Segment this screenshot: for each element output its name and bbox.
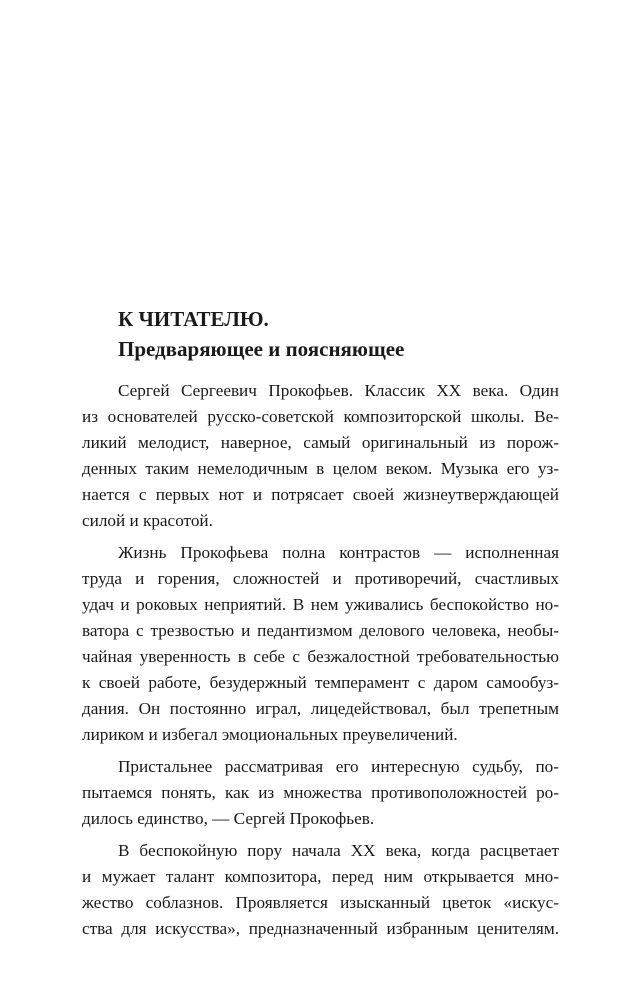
paragraph [82, 754, 559, 832]
text-line: дилось единство, — Сергей Прокофьев. [82, 809, 375, 828]
text-line: денных таким немелодичным в целом веком. Музыка его уз- [82, 459, 559, 478]
text-line: ватора с трезвостью и педантизмом делового человека, необы- [82, 621, 559, 640]
paragraph [82, 378, 559, 534]
chapter-title: К ЧИТАТЕЛЮ. [118, 307, 269, 331]
text-line: В беспокойную пору начала XX века, когда расцветает [118, 841, 559, 860]
text-line: чайная уверенность в себе с безжалостной требовательностью [82, 647, 559, 666]
text-line: удач и роковых неприятий. В нем уживались беспокойство но- [82, 595, 559, 614]
text-line: Сергей Сергеевич Прокофьев. Классик XX века. Один [118, 381, 559, 400]
text-line: лириком и избегал эмоциональных преувеличений. [82, 725, 458, 744]
text-line: пытаемся понять, как из множества противоположностей ро- [82, 783, 559, 802]
chapter-subtitle: Предваряющее и поясняющее [118, 337, 405, 361]
paragraph [82, 540, 559, 748]
paragraph [82, 838, 559, 942]
text-line: к своей работе, безудержный темперамент с даром самообуз- [82, 673, 559, 692]
text-line: Жизнь Прокофьева полна контрастов — исполненная [118, 543, 559, 562]
text-line: из основателей русско-советской композиторской школы. Ве- [82, 407, 559, 426]
text-line: дания. Он постоянно играл, лицедействовал, был трепетным [82, 699, 559, 718]
text-line: силой и красотой. [82, 511, 213, 530]
body-text [82, 378, 559, 948]
chapter-heading [118, 304, 404, 364]
text-line: и мужает талант композитора, перед ним открывается мно- [82, 867, 559, 886]
text-line: нается с первых нот и потрясает своей жизнеутверждающей [82, 485, 559, 504]
text-line: жество соблазнов. Проявляется изысканный цветок «искус- [82, 893, 559, 912]
text-line: труда и горения, сложностей и противоречий, счастливых [82, 569, 559, 588]
text-line: Пристальнее рассматривая его интересную судьбу, по- [118, 757, 559, 776]
text-line: ликий мелодист, наверное, самый оригинальный из порож- [82, 433, 559, 452]
text-line: ства для искусства», предназначенный избранным ценителям. [82, 919, 559, 938]
